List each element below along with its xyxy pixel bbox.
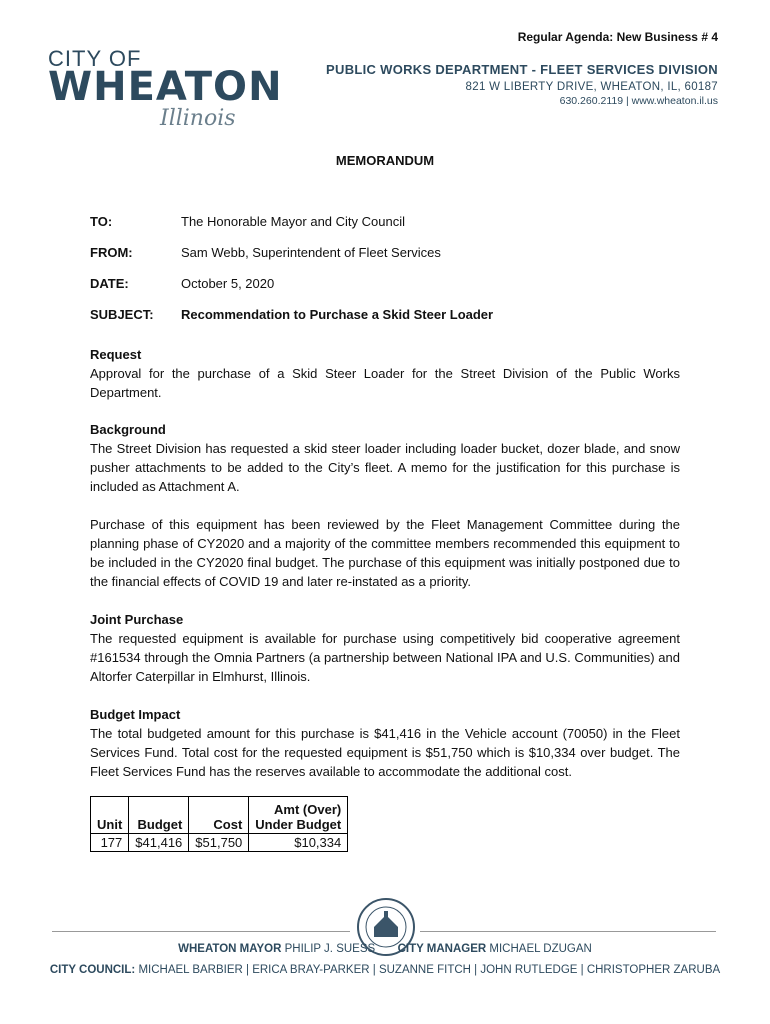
table-cell: $10,334: [249, 834, 348, 852]
section-text: The requested equipment is available for purchase using competitively bid cooperative agreement #161534 through the Omnia Partners (a partnership between National IPA and U.S. Communities) and Altorfer Caterpillar in Elmhurst, Illinois.: [90, 631, 680, 684]
table-header: Unit: [91, 797, 129, 834]
council-names: MICHAEL BARBIER | ERICA BRAY-PARKER | SUZANNE FITCH | JOHN RUTLEDGE | CHRISTOPHER ZARUBA: [138, 964, 721, 976]
table-header-line: Amt (Over): [274, 802, 342, 817]
table-header: Cost: [189, 797, 249, 834]
table-cell: $41,416: [129, 834, 189, 852]
section-text: Approval for the purchase of a Skid Steer Loader for the Street Division of the Public Works Department.: [90, 366, 680, 400]
department-address: 821 W LIBERTY DRIVE, WHEATON, IL, 60187: [465, 81, 718, 93]
table-header-line: Under Budget: [255, 817, 342, 832]
section-heading: Budget Impact: [90, 707, 181, 722]
header-value: Recommendation to Purchase a Skid Steer Loader: [181, 307, 494, 322]
footer-divider-left: [52, 931, 350, 932]
memo-title: MEMORANDUM: [335, 153, 435, 168]
table-cell: 177: [91, 834, 129, 852]
table-header: [249, 797, 348, 834]
section-budget-impact: [90, 705, 680, 781]
header-value: The Honorable Mayor and City Council: [181, 214, 405, 229]
manager-label: CITY MANAGER: [397, 943, 487, 955]
footer-officials: [0, 943, 770, 955]
table-cell: $51,750: [189, 834, 249, 852]
mayor-label: WHEATON MAYOR: [178, 943, 282, 955]
header-key: FROM:: [90, 245, 133, 260]
table-header-row: [91, 797, 348, 834]
section-joint-purchase: [90, 610, 680, 686]
section-text: The total budgeted amount for this purchase is $41,416 in the Vehicle account (70050) in the Fleet Services Fund. Total cost for the requested equipment is $51,750 which is $10,334 over budget. The Fleet Services Fund has the reserves available to accommodate the additional cost.: [90, 726, 680, 779]
section-text: The Street Division has requested a skid steer loader including loader bucket, dozer blade, and snow pusher attachments to be added to the City’s fleet. A memo for the justification for this purchase is included as Attachment A.: [90, 441, 680, 494]
manager-name: MICHAEL DZUGAN: [489, 943, 592, 955]
table-row: [91, 834, 348, 852]
footer-council: [0, 964, 770, 976]
department-name: PUBLIC WORKS DEPARTMENT - FLEET SERVICES DIVISION: [326, 62, 718, 77]
agenda-label: Regular Agenda: New Business # 4: [517, 30, 718, 44]
council-label: CITY COUNCIL:: [49, 964, 136, 976]
header-value: Sam Webb, Superintendent of Fleet Services: [181, 245, 441, 260]
logo-city-of: CITY OF: [48, 46, 142, 71]
header-key: SUBJECT:: [90, 307, 154, 322]
logo-illinois: Illinois: [160, 106, 236, 131]
city-logo: [48, 46, 283, 131]
section-heading: Background: [90, 422, 166, 437]
budget-table: [90, 796, 348, 852]
header-value: October 5, 2020: [181, 276, 275, 291]
section-heading: Request: [90, 347, 142, 362]
mayor-name: PHILIP J. SUESS: [284, 943, 376, 955]
department-header: [326, 62, 718, 107]
section-request: [90, 345, 680, 402]
section-heading: Joint Purchase: [90, 612, 184, 627]
department-contact: 630.260.2119 | www.wheaton.il.us: [559, 95, 718, 107]
header-key: DATE:: [90, 276, 129, 291]
header-key: TO:: [90, 214, 113, 229]
footer-divider-right: [420, 931, 716, 932]
table-header: Budget: [129, 797, 189, 834]
section-text: Purchase of this equipment has been reviewed by the Fleet Management Committee during the planning phase of CY2020 and a majority of the committee members recommended this equipment to be included in the CY2020 final budget. The purchase of this equipment was initially postponed due to the financial effects of COVID 19 and later re-instated as a priority.: [90, 517, 680, 589]
section-background: [90, 420, 680, 591]
logo-wheaton: WHEATON: [48, 64, 283, 110]
